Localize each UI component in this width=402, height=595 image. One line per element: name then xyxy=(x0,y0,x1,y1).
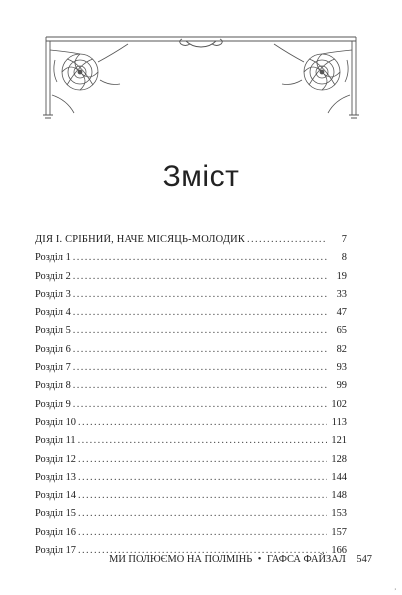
toc-entry-label: Розділ 9 xyxy=(35,398,71,410)
toc-entry xyxy=(35,362,347,380)
dot-leader xyxy=(73,380,327,391)
toc-entry-page: 102 xyxy=(331,398,347,410)
toc-entry-label: Розділ 11 xyxy=(35,435,76,447)
toc-entry xyxy=(35,252,347,270)
toc-entry-label: Розділ 15 xyxy=(35,508,76,520)
dot-leader xyxy=(78,527,327,538)
dot-leader xyxy=(73,362,327,373)
toc-entry-label: Розділ 2 xyxy=(35,270,71,282)
toc-entry-label: Розділ 14 xyxy=(35,490,76,502)
toc-entry-page: 8 xyxy=(341,252,347,264)
toc-entry-label: Розділ 17 xyxy=(35,545,76,557)
toc-entry-page: 113 xyxy=(331,416,347,428)
dot-leader xyxy=(73,307,327,318)
left-corner-mandala xyxy=(50,44,128,113)
dot-leader xyxy=(247,234,327,245)
dot-leader xyxy=(78,435,327,446)
toc-entry-label: Розділ 13 xyxy=(35,471,76,483)
toc-entry-label: Розділ 12 xyxy=(35,453,76,465)
right-corner-mandala xyxy=(274,44,352,113)
toc-part-entry xyxy=(35,234,347,252)
toc-entry xyxy=(35,472,347,490)
toc-entry xyxy=(35,435,347,453)
toc-entry xyxy=(35,508,347,526)
toc-entry-label: Розділ 16 xyxy=(35,526,76,538)
running-footer xyxy=(0,554,372,565)
table-of-contents xyxy=(35,234,347,563)
dot-leader xyxy=(78,508,327,519)
dot-leader xyxy=(78,417,327,428)
toc-entry xyxy=(35,399,347,417)
footer-separator: • xyxy=(257,554,262,565)
toc-entry xyxy=(35,417,347,435)
dot-leader xyxy=(73,325,327,336)
toc-entry xyxy=(35,380,347,398)
corner-mark: , xyxy=(394,585,396,591)
toc-entry-label: Розділ 7 xyxy=(35,362,71,374)
toc-entry-page: 121 xyxy=(331,435,347,447)
toc-entry-page: 19 xyxy=(336,270,347,282)
toc-entry-label: Розділ 1 xyxy=(35,252,71,264)
toc-entry-page: 65 xyxy=(336,325,347,337)
toc-entry-page: 144 xyxy=(331,471,347,483)
toc-entry-page: 148 xyxy=(331,490,347,502)
dot-leader xyxy=(73,252,327,263)
toc-entry xyxy=(35,307,347,325)
dot-leader xyxy=(73,289,327,300)
dot-leader xyxy=(78,490,327,501)
footer-book-title: МИ ПОЛЮЄМО НА ПОЛМІНЬ xyxy=(109,554,253,565)
decorative-frame-ornament xyxy=(0,0,402,160)
dot-leader xyxy=(78,454,327,465)
toc-entry xyxy=(35,289,347,307)
toc-entry-label: Розділ 8 xyxy=(35,380,71,392)
toc-entry-page: 99 xyxy=(336,380,347,392)
dot-leader xyxy=(73,399,327,410)
toc-entry-page: 47 xyxy=(336,307,347,319)
toc-entry-page: 128 xyxy=(331,453,347,465)
toc-entry-page: 166 xyxy=(331,545,347,557)
toc-entry-label: Розділ 3 xyxy=(35,288,71,300)
toc-entry-label: Розділ 10 xyxy=(35,416,76,428)
toc-entry-label: Розділ 5 xyxy=(35,325,71,337)
toc-entry xyxy=(35,527,347,545)
toc-entry-page: 93 xyxy=(336,362,347,374)
footer-page-number: 547 xyxy=(356,554,372,565)
toc-entry-page: 157 xyxy=(331,526,347,538)
toc-entry-page: 33 xyxy=(336,288,347,300)
footer-author: ГАФСА ФАЙЗАЛ xyxy=(267,554,346,565)
dot-leader xyxy=(73,344,327,355)
dot-leader xyxy=(78,472,327,483)
toc-entry-label: Розділ 4 xyxy=(35,307,71,319)
toc-entry xyxy=(35,325,347,343)
toc-entry xyxy=(35,344,347,362)
toc-entry-page: 82 xyxy=(336,343,347,355)
dot-leader xyxy=(73,271,327,282)
page-title: Зміст xyxy=(162,160,240,193)
toc-entry-page: 153 xyxy=(331,508,347,520)
toc-entry-label: Розділ 6 xyxy=(35,343,71,355)
toc-entry xyxy=(35,454,347,472)
toc-entry-page: 7 xyxy=(341,234,347,245)
toc-entry xyxy=(35,271,347,289)
toc-entry xyxy=(35,490,347,508)
toc-entry-label: ДІЯ І. СРІБНИЙ, НАЧЕ МІСЯЦЬ-МОЛОДИК xyxy=(35,234,245,245)
